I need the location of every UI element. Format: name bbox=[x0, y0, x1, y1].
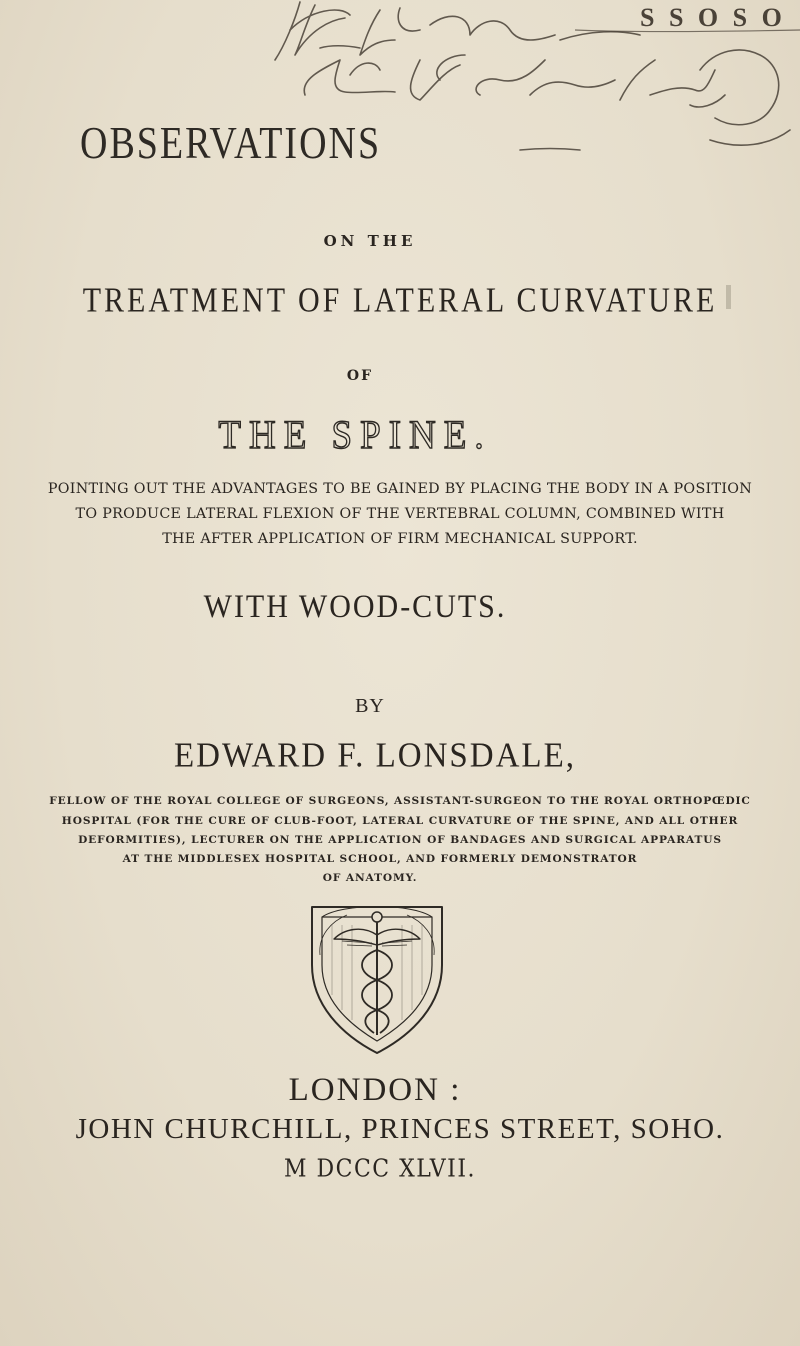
title-of: OF bbox=[346, 368, 374, 384]
publisher-device-icon bbox=[302, 895, 452, 1055]
title-spine: THE SPINE. bbox=[218, 412, 492, 459]
imprint-london: LONDON : bbox=[288, 1072, 462, 1108]
catalogue-mark: S S O S O bbox=[640, 3, 786, 32]
imprint-date: M DCCC XLVII. bbox=[283, 1155, 477, 1184]
title-on-the: ON THE bbox=[323, 232, 417, 250]
credentials-line-5: OF ANATOMY. bbox=[322, 872, 418, 884]
paper-blemish bbox=[726, 285, 731, 309]
title-observations: OBSERVATIONS bbox=[80, 118, 382, 169]
subtitle-line-1: POINTING OUT THE ADVANTAGES TO BE GAINED BY PLACING THE BODY IN A POSITION bbox=[47, 481, 753, 497]
author-name: EDWARD F. LONSDALE, bbox=[173, 737, 576, 775]
credentials-line-1: FELLOW OF THE ROYAL COLLEGE OF SURGEONS, ASSISTANT-SURGEON TO THE ROYAL ORTHOPŒDIC bbox=[49, 795, 751, 807]
subtitle-line-3: THE AFTER APPLICATION OF FIRM MECHANICAL SUPPORT. bbox=[162, 531, 638, 547]
subtitle-line-2: TO PRODUCE LATERAL FLEXION OF THE VERTEBRAL COLUMN, COMBINED WITH bbox=[75, 506, 725, 522]
woodcuts-line: WITH WOOD-CUTS. bbox=[203, 588, 507, 625]
imprint-publisher: JOHN CHURCHILL, PRINCES STREET, SOHO. bbox=[75, 1113, 725, 1145]
by-line: BY bbox=[355, 695, 385, 717]
credentials-line-3: DEFORMITIES), LECTURER ON THE APPLICATION OF BANDAGES AND SURGICAL APPARATUS bbox=[78, 834, 722, 846]
credentials-line-4: AT THE MIDDLESEX HOSPITAL SCHOOL, AND FORMERLY DEMONSTRATOR bbox=[122, 853, 638, 865]
title-treatment: TREATMENT OF LATERAL CURVATURE bbox=[82, 281, 718, 320]
credentials-line-2: HOSPITAL (FOR THE CURE OF CLUB-FOOT, LATERAL CURVATURE OF THE SPINE, AND ALL OTHER bbox=[61, 815, 739, 827]
